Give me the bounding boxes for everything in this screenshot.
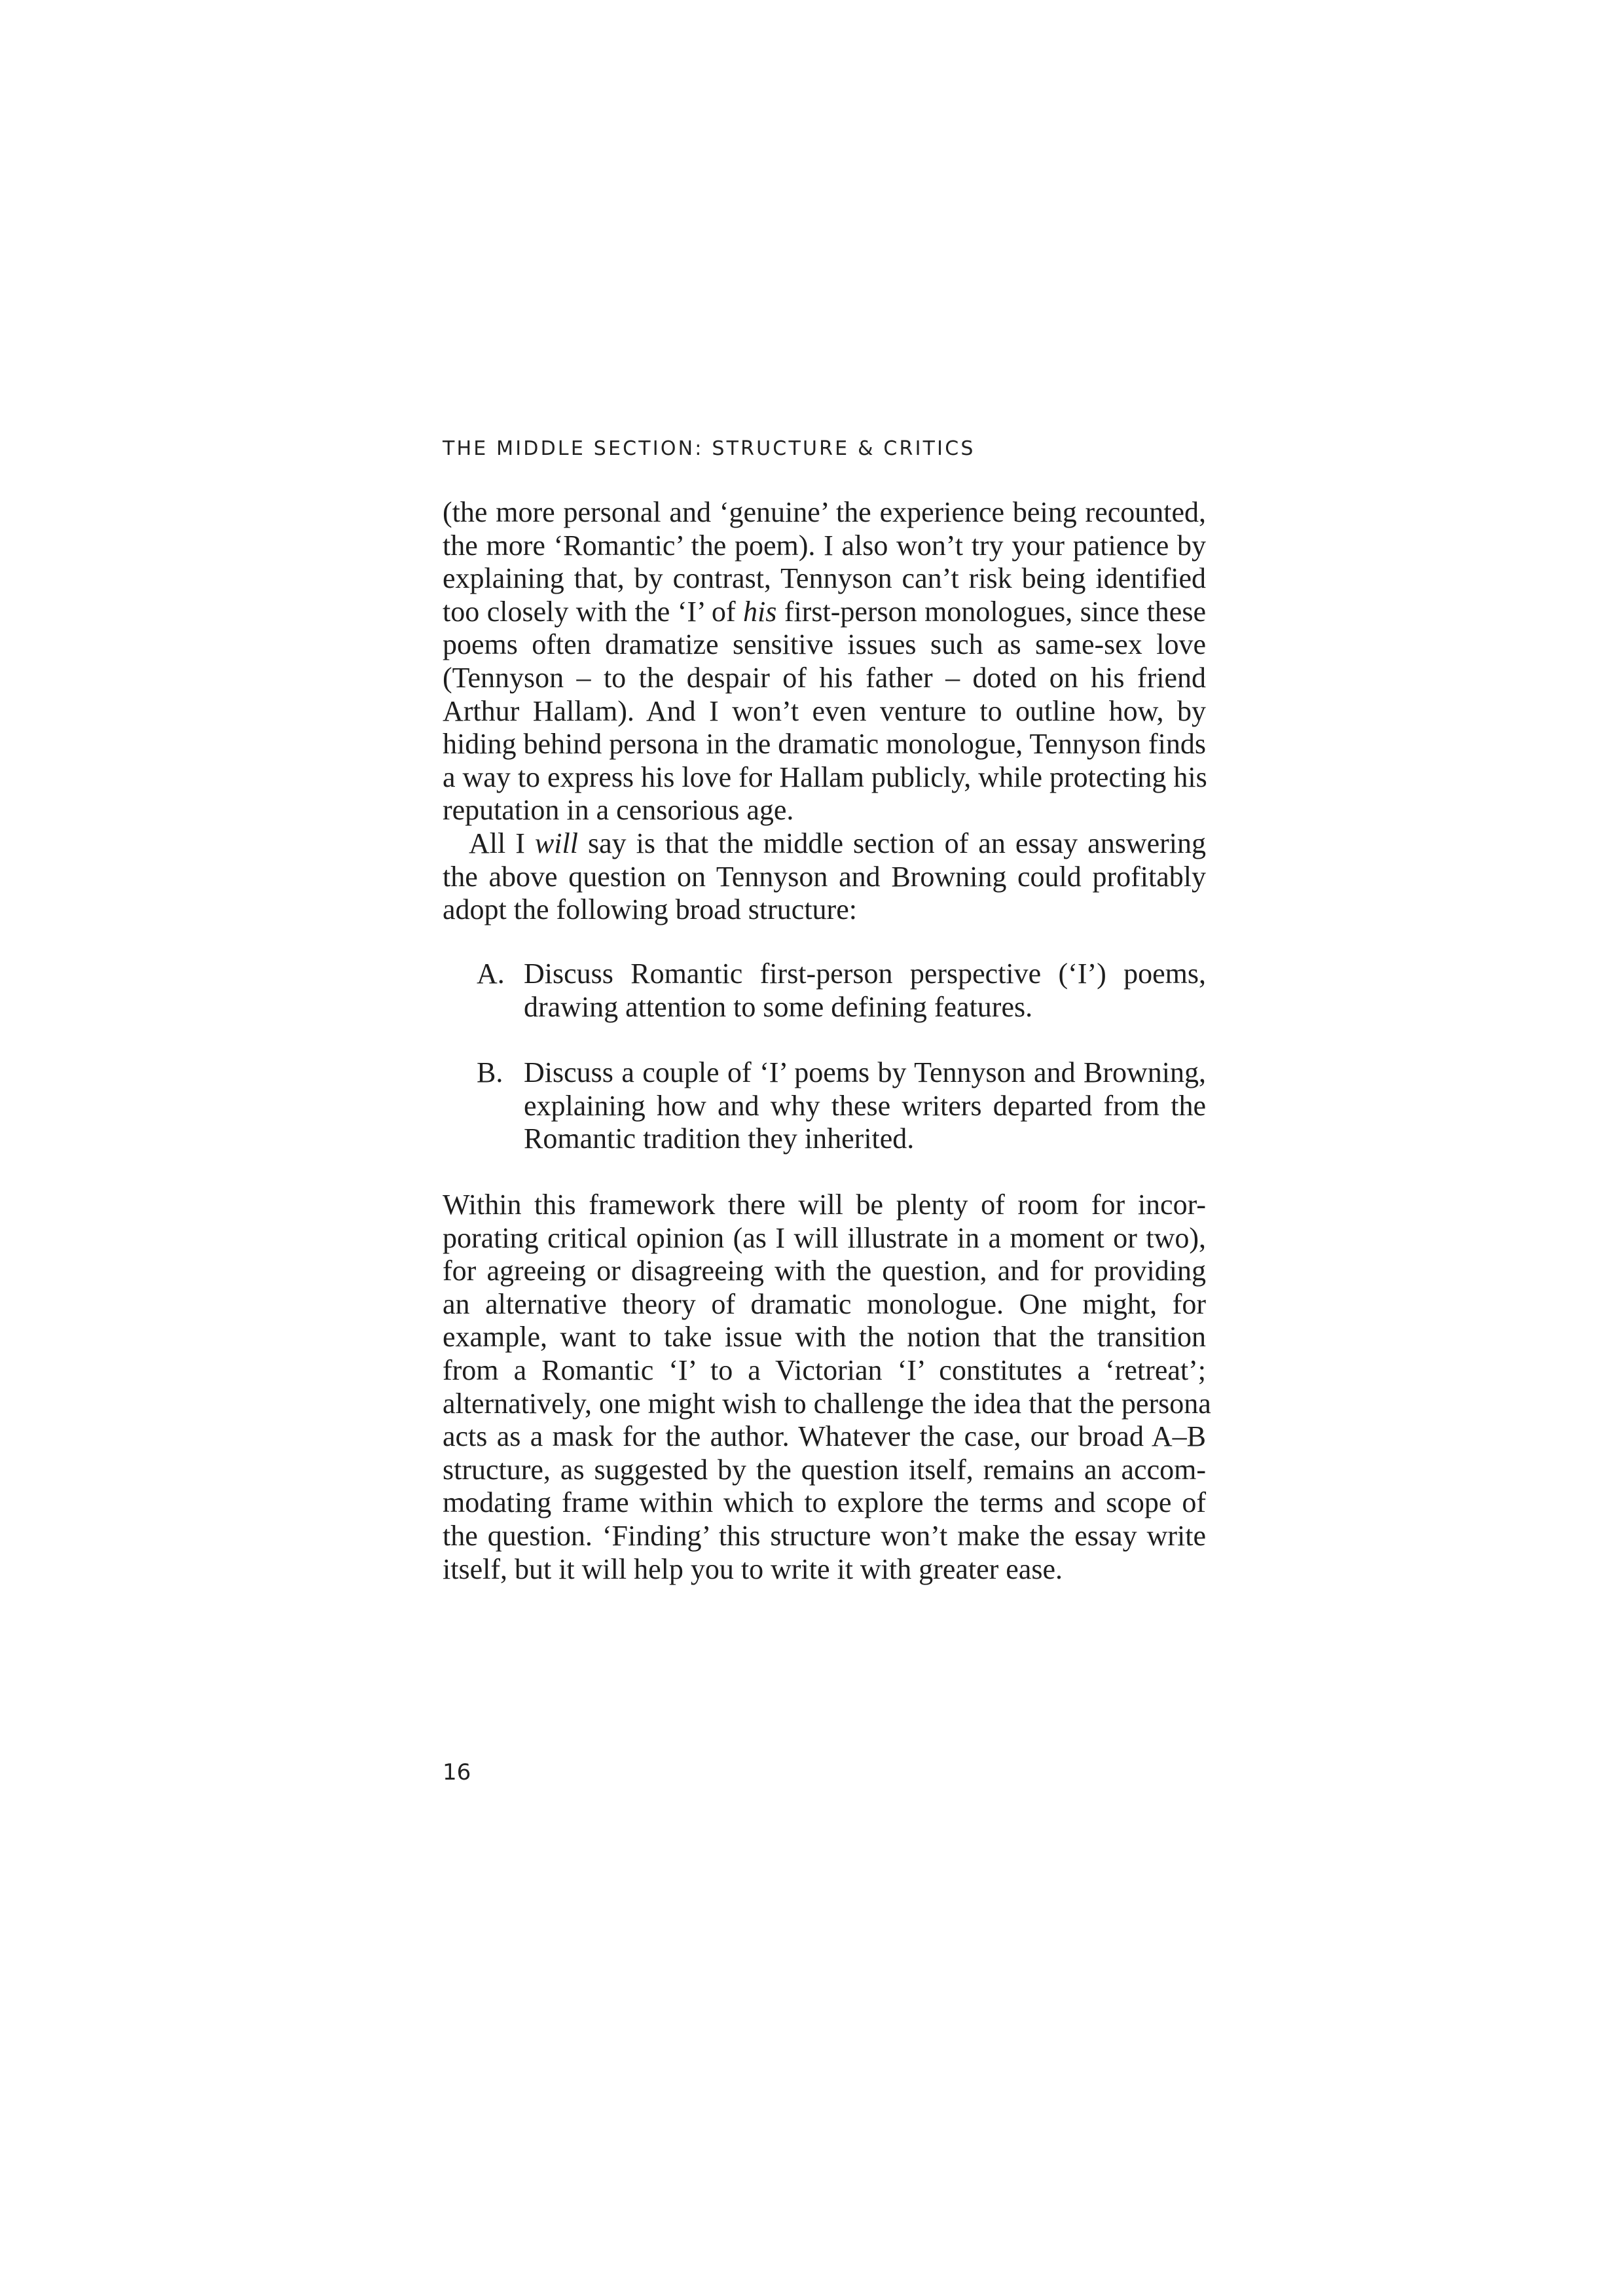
text-line [443,596,1206,629]
text-line: from a Romantic ‘I’ to a Victorian ‘I’ constitutes a ‘retreat’; [443,1354,1206,1386]
text-line: modating frame within which to explore the terms and scope of [443,1486,1206,1519]
page-number: 16 [443,1759,471,1785]
text-line: porating critical opinion (as I will illustrate in a moment or two), [443,1221,1206,1254]
text-line: Arthur Hallam). And I won’t even venture to outline how, by [443,694,1206,727]
text-segment: All I [469,827,535,859]
text-line: for agreeing or disagreeing with the question, and for providing [443,1255,1206,1287]
list-item-a [477,958,1206,1024]
list-item-b [477,1056,1206,1156]
text-segment: first-person monologues, since these [776,595,1206,628]
text-line: explaining that, by contrast, Tennyson can’t risk being identified [443,562,1206,595]
text-line: (the more personal and ‘genuine’ the experience being recounted, [443,496,1206,528]
paragraph-3 [443,1189,1211,1586]
list-marker: A. [477,958,505,990]
text-line [443,827,1206,861]
text-line: adopt the following broad structure: [443,893,857,926]
emphasis-his: his [743,595,777,628]
text-segment: too closely with the ‘I’ of [443,595,743,628]
text-line: explaining how and why these writers departed from the [524,1089,1206,1122]
text-line: Romantic tradition they inherited. [524,1122,915,1155]
text-line: example, want to take issue with the notion that the transition [443,1321,1206,1354]
text-line: Within this framework there will be plenty of room for incor- [443,1189,1206,1221]
emphasis-will: will [534,827,578,859]
text-line: the above question on Tennyson and Browning could profitably [443,860,1206,893]
text-line: Discuss a couple of ‘I’ poems by Tennyson and Browning, [524,1056,1206,1088]
text-line: an alternative theory of dramatic monologue. One might, for [443,1287,1206,1320]
text-line: reputation in a censorious age. [443,794,794,827]
text-segment: say is that the middle section of an essay answering [577,827,1206,859]
text-line: (Tennyson – to the despair of his father – doted on his friend [443,661,1206,694]
list-marker: B. [477,1056,503,1088]
text-line: itself, but it will help you to write it with greater ease. [443,1552,1063,1585]
text-line: Discuss Romantic first-person perspective (‘I’) poems, [524,958,1206,990]
list-item-body [524,1056,1206,1156]
text-line: the question. ‘Finding’ this structure won’t make the essay write [443,1519,1206,1552]
text-line: drawing attention to some defining features. [524,990,1033,1023]
text-line: structure, as suggested by the question itself, remains an accom- [443,1453,1206,1486]
text-line: acts as a mask for the author. Whatever the case, our broad A–B [443,1420,1206,1453]
paragraph-1 [443,496,1206,827]
text-line: a way to express his love for Hallam publicly, while protecting his [443,761,1207,793]
list-item-body [524,958,1206,1024]
text-line: poems often dramatize sensitive issues such as same-sex love [443,628,1206,661]
running-head: THE MIDDLE SECTION: STRUCTURE & CRITICS [443,437,976,460]
text-line: the more ‘Romantic’ the poem). I also won’t try your patience by [443,529,1206,562]
paragraph-2 [443,827,1206,927]
text-line: alternatively, one might wish to challenge the idea that the persona [443,1387,1211,1420]
text-line: hiding behind persona in the dramatic monologue, Tennyson finds [443,728,1206,761]
